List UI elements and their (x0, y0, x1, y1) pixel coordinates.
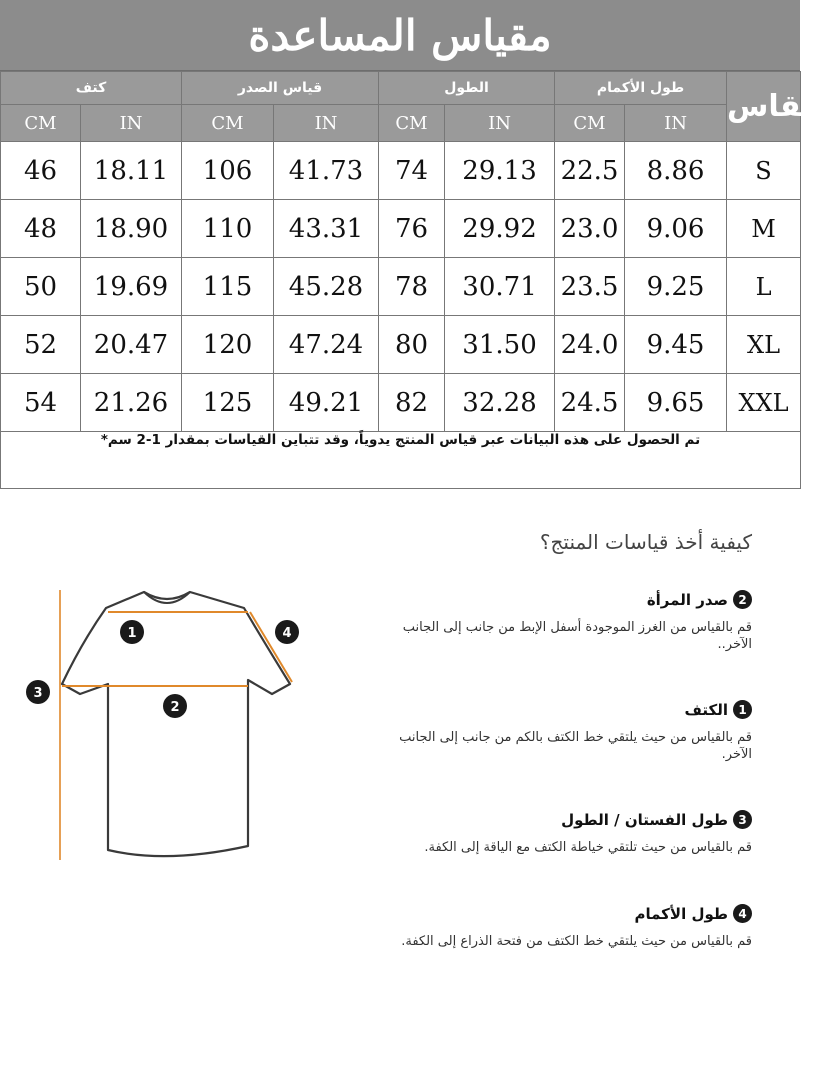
table-cell: 52 (1, 316, 81, 374)
table-cell: 18.90 (81, 200, 182, 258)
table-cell: 29.92 (445, 200, 555, 258)
guide-heading: كيفية أخذ قياسات المنتج؟ (539, 530, 752, 554)
table-cell: 82 (379, 374, 445, 432)
table-cell: 45.28 (274, 258, 379, 316)
marker-2-icon (163, 694, 187, 718)
number-3-icon: 3 (733, 810, 752, 829)
tshirt-collar-icon (144, 592, 190, 603)
guide-item-title: صدر المرأة (646, 590, 728, 609)
table-cell: 106 (182, 142, 274, 200)
size-column-header: مقاس (727, 72, 801, 142)
table-cell: 19.69 (81, 258, 182, 316)
unit-header: IN (445, 105, 555, 142)
guide-item-title: الكتف (684, 700, 728, 719)
guide-item-length (372, 810, 752, 856)
unit-header: CM (555, 105, 625, 142)
group-header-sleeve: طول الأكمام (555, 72, 727, 105)
table-cell: 18.11 (81, 142, 182, 200)
size-chart-title: مقياس المساعدة (248, 10, 552, 60)
marker-1-icon (120, 620, 144, 644)
table-cell: 80 (379, 316, 445, 374)
number-2-icon: 2 (733, 590, 752, 609)
table-cell: 31.50 (445, 316, 555, 374)
size-label: XXL (727, 374, 801, 432)
size-chart (0, 0, 820, 489)
table-cell: 21.26 (81, 374, 182, 432)
measurement-note: تم الحصول على هذه البيانات عبر قياس المنتج يدوياً، وقد تتباين القياسات بمقدار 1-2 سم* (1, 432, 801, 489)
guide-item-shoulder (372, 700, 752, 763)
group-header-chest: قياس الصدر (182, 72, 379, 105)
table-cell: 125 (182, 374, 274, 432)
table-cell: 47.24 (274, 316, 379, 374)
table-cell: 43.31 (274, 200, 379, 258)
guide-item-desc: قم بالقياس من حيث يلتقي خط الكتف من فتحة الذراع إلى الكفة. (401, 934, 752, 949)
table-cell: 48 (1, 200, 81, 258)
table-cell: 32.28 (445, 374, 555, 432)
table-cell: 24.0 (555, 316, 625, 374)
measuring-guide (0, 484, 800, 1091)
size-label: M (727, 200, 801, 258)
table-cell: 9.65 (625, 374, 727, 432)
number-1-icon: 1 (733, 700, 752, 719)
table-row (1, 200, 801, 258)
size-label: L (727, 258, 801, 316)
unit-header: CM (1, 105, 81, 142)
table-cell: 9.06 (625, 200, 727, 258)
group-header-length: الطول (379, 72, 555, 105)
guide-item-desc: قم بالقياس من الغرز الموجودة أسفل الإبط من جانب إلى الجانب الآخر.. (402, 620, 752, 652)
unit-header: IN (625, 105, 727, 142)
marker-3-number: 3 (33, 686, 43, 701)
guide-item-sleeve (372, 904, 752, 950)
table-cell: 23.0 (555, 200, 625, 258)
tshirt-diagram (22, 584, 322, 874)
table-cell: 29.13 (445, 142, 555, 200)
size-label: S (727, 142, 801, 200)
unit-header: CM (379, 105, 445, 142)
number-4-icon: 4 (733, 904, 752, 923)
table-cell: 76 (379, 200, 445, 258)
group-header-shoulder: كتف (1, 72, 182, 105)
table-row (1, 374, 801, 432)
table-cell: 74 (379, 142, 445, 200)
table-cell: 23.5 (555, 258, 625, 316)
table-cell: 120 (182, 316, 274, 374)
table-cell: 22.5 (555, 142, 625, 200)
guide-item-chest (372, 590, 752, 653)
guide-item-desc: قم بالقياس من حيث تلتقي خياطة الكتف مع الياقة إلى الكفة. (424, 840, 752, 855)
table-cell: 8.86 (625, 142, 727, 200)
size-table (0, 71, 820, 489)
table-cell: 24.5 (555, 374, 625, 432)
unit-header: IN (81, 105, 182, 142)
group-header-row (1, 72, 801, 105)
table-cell: 9.25 (625, 258, 727, 316)
table-cell: 115 (182, 258, 274, 316)
table-row (1, 258, 801, 316)
table-cell: 46 (1, 142, 81, 200)
table-cell: 20.47 (81, 316, 182, 374)
table-cell: 49.21 (274, 374, 379, 432)
guide-item-title: طول الأكمام (634, 904, 728, 923)
tshirt-outline-icon (62, 592, 290, 856)
table-cell: 110 (182, 200, 274, 258)
size-chart-title-bar (0, 0, 800, 71)
table-row (1, 316, 801, 374)
table-cell: 50 (1, 258, 81, 316)
table-cell: 78 (379, 258, 445, 316)
marker-1-number: 1 (127, 626, 137, 641)
guide-item-title: طول الفستان / الطول (561, 810, 728, 829)
marker-4-icon (275, 620, 299, 644)
unit-header: IN (274, 105, 379, 142)
table-cell: 30.71 (445, 258, 555, 316)
size-label: XL (727, 316, 801, 374)
marker-3-icon (26, 680, 50, 704)
marker-4-number: 4 (282, 626, 292, 641)
table-cell: 9.45 (625, 316, 727, 374)
table-cell: 41.73 (274, 142, 379, 200)
unit-header-row (1, 105, 801, 142)
table-row (1, 142, 801, 200)
note-row (1, 432, 801, 489)
guide-item-desc: قم بالقياس من حيث يلتقي خط الكتف بالكم من جانب إلى الجانب الآخر. (399, 730, 752, 762)
marker-2-number: 2 (170, 700, 180, 715)
table-cell: 54 (1, 374, 81, 432)
unit-header: CM (182, 105, 274, 142)
